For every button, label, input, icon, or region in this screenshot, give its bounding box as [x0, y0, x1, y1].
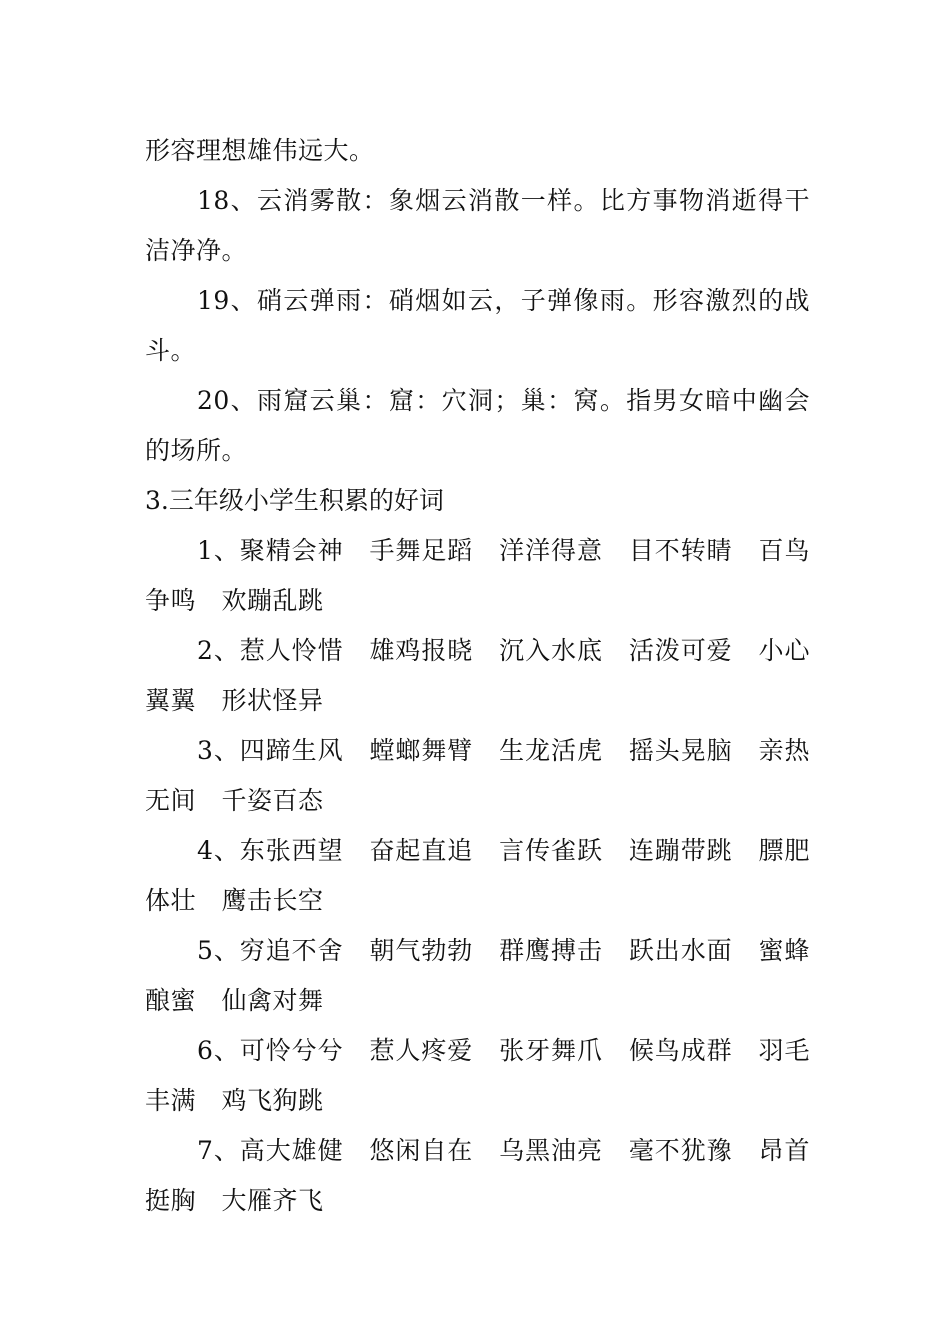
text-line: 2、惹人怜惜 雄鸡报晓 沉入水底 活泼可爱 小心 [197, 636, 810, 665]
text-line: 洁净净。 [145, 236, 248, 265]
text-line: 酿蜜 仙禽对舞 [145, 986, 324, 1015]
text-line: 20、雨窟云巢：窟：穴洞；巢：窝。指男女暗中幽会 [197, 386, 810, 415]
text-line: 19、硝云弹雨：硝烟如云，子弹像雨。形容激烈的战 [197, 286, 810, 315]
text-line: 挺胸 大雁齐飞 [145, 1186, 324, 1215]
text-line: 体壮 鹰击长空 [145, 886, 324, 915]
text-line: 7、高大雄健 悠闲自在 乌黑油亮 毫不犹豫 昂首 [197, 1136, 810, 1165]
text-line: 的场所。 [145, 436, 248, 465]
text-line: 翼翼 形状怪异 [145, 686, 324, 715]
document-body [145, 126, 810, 1226]
text-line: 4、东张西望 奋起直追 言传雀跃 连蹦带跳 膘肥 [197, 836, 810, 865]
text-line: 5、穷追不舍 朝气勃勃 群鹰搏击 跃出水面 蜜蜂 [197, 936, 810, 965]
text-line: 1、聚精会神 手舞足蹈 洋洋得意 目不转睛 百鸟 [197, 536, 810, 565]
text-line: 丰满 鸡飞狗跳 [145, 1086, 324, 1115]
text-line: 斗。 [145, 336, 197, 365]
section-heading: 3.三年级小学生积累的好词 [145, 486, 444, 515]
text-line: 争鸣 欢蹦乱跳 [145, 586, 324, 615]
text-line: 无间 千姿百态 [145, 786, 324, 815]
text-line: 6、可怜兮兮 惹人疼爱 张牙舞爪 候鸟成群 羽毛 [197, 1036, 810, 1065]
text-line: 形容理想雄伟远大。 [145, 136, 375, 165]
text-line: 3、四蹄生风 螳螂舞臂 生龙活虎 摇头晃脑 亲热 [197, 736, 810, 765]
text-line: 18、云消雾散：象烟云消散一样。比方事物消逝得干 [197, 186, 810, 215]
